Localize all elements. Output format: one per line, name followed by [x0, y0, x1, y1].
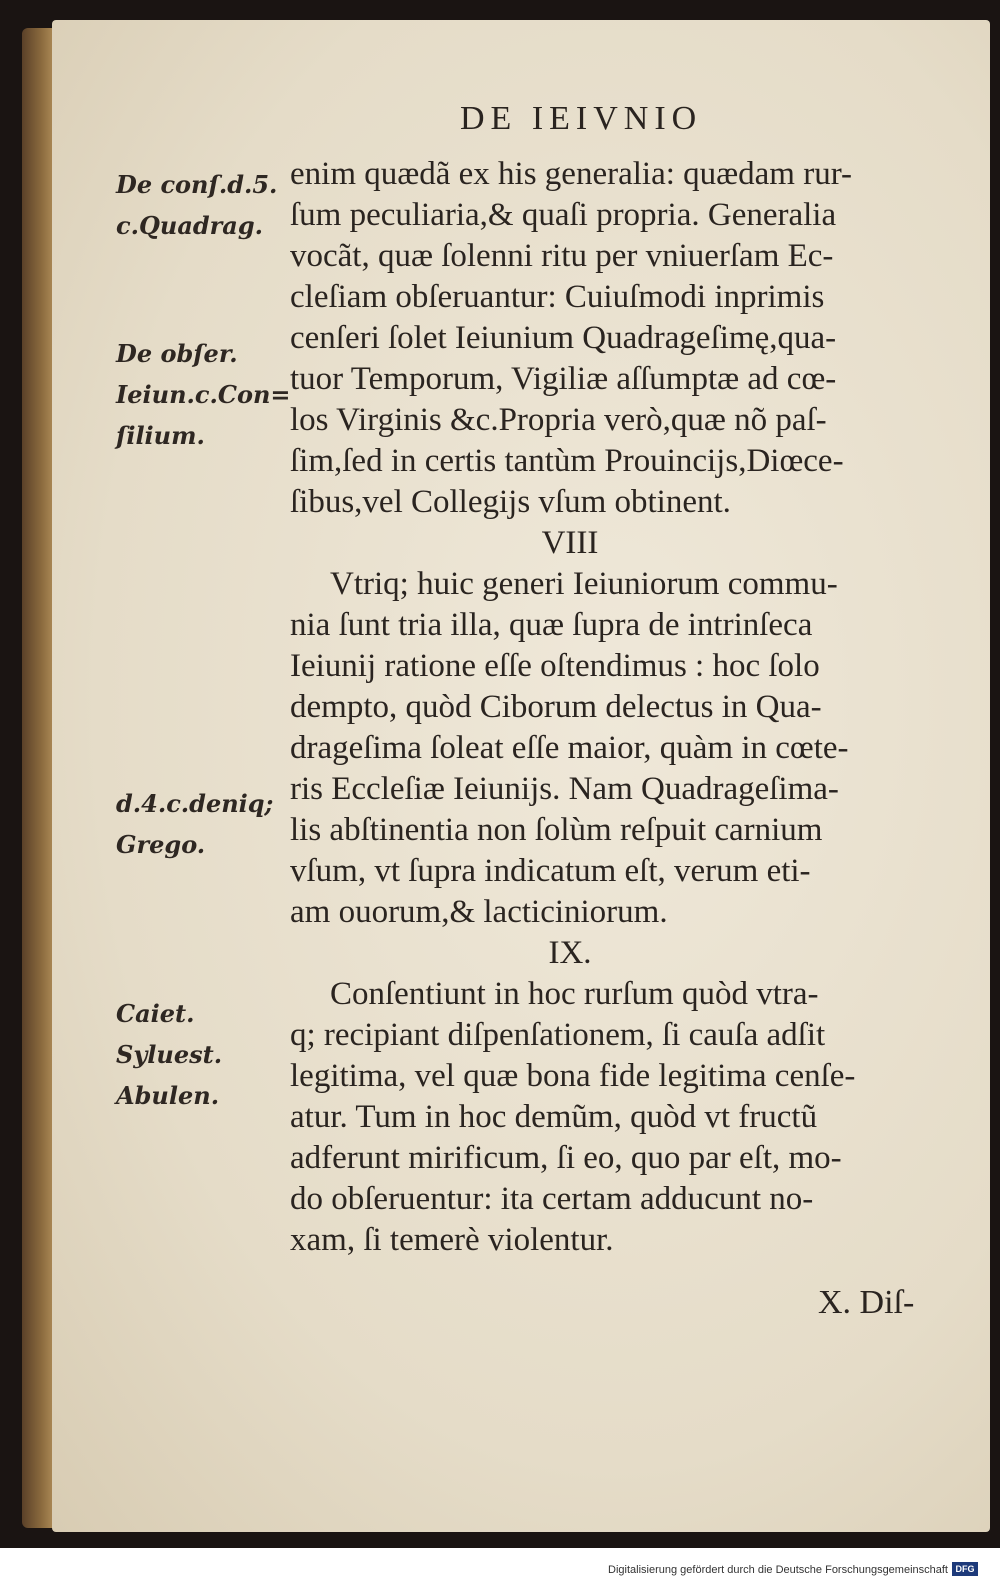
- text-line: xam, ſi temerè violentur.: [290, 1222, 614, 1258]
- marginal-note: Syluest.: [116, 1040, 223, 1069]
- marginal-note: Abulen.: [116, 1081, 220, 1110]
- catchword: X. Diſ-: [818, 1284, 915, 1321]
- marginal-note-group: [116, 993, 291, 1116]
- marginal-note-group: [116, 164, 291, 246]
- text-line: ſibus,vel Collegijs vſum obtinent.: [290, 484, 731, 520]
- text-line: legitima, vel quæ bona fide legitima cenſe-: [290, 1058, 856, 1094]
- marginal-note: Grego.: [116, 830, 206, 859]
- text-line: q; recipiant diſpenſationem, ſi cauſa adſit: [290, 1017, 826, 1053]
- text-line: drageſima ſoleat eſſe maior, quàm in cœte-: [290, 730, 849, 766]
- text-line: cenſeri ſolet Ieiunium Quadrageſimę,qua-: [290, 320, 837, 356]
- marginal-note-group: [116, 333, 291, 456]
- marginal-note: De obſer.: [116, 339, 238, 368]
- text-line: lis abſtinentia non ſolùm reſpuit carnium: [290, 812, 823, 848]
- running-head: DE IEIVNIO: [460, 100, 703, 137]
- marginal-note: Caiet.: [116, 999, 195, 1028]
- text-line: vocãt, quæ ſolenni ritu per vniuerſam Ec-: [290, 238, 834, 274]
- marginal-note: c.Quadrag.: [116, 211, 263, 240]
- section-number: IX.: [548, 935, 592, 971]
- text-line: ſim,ſed in certis tantùm Prouincijs,Diœce-: [290, 443, 844, 479]
- text-line: adferunt mirificum, ſi eo, quo par eſt, mo-: [290, 1140, 842, 1176]
- text-line: atur. Tum in hoc demũm, quòd vt fructũ: [290, 1099, 818, 1135]
- text-line: enim quædã ex his generalia: quædam rur-: [290, 156, 853, 192]
- text-line: am ouorum,& lacticiniorum.: [290, 894, 668, 930]
- text-line: cleſiam obſeruantur: Cuiuſmodi inprimis: [290, 279, 825, 315]
- text-line: ſum peculiaria,& quaſi propria. Generalia: [290, 197, 837, 233]
- text-line: Ieiunij ratione eſſe oſtendimus : hoc ſolo: [290, 648, 820, 684]
- text-line: do obſeruentur: ita certam adducunt no-: [290, 1181, 814, 1217]
- marginal-note: De conſ.d.5.: [116, 170, 278, 199]
- marginal-note: d.4.c.deniq;: [116, 789, 274, 818]
- body-text: [290, 154, 970, 1261]
- footer-bar: [0, 1548, 1000, 1593]
- funding-credit: Digitalisierung gefördert durch die Deutsche Forschungsgemeinschaft: [608, 1564, 948, 1576]
- text-line: Vtriq; huic generi Ieiuniorum commu-: [330, 566, 838, 602]
- text-line: vſum, vt ſupra indicatum eſt, verum eti-: [290, 853, 811, 889]
- marginal-note: ſilium.: [116, 421, 205, 450]
- marginal-note: Ieiun.c.Con=: [116, 380, 291, 409]
- text-line: Conſentiunt in hoc rurſum quòd vtra-: [330, 976, 819, 1012]
- text-line: tuor Temporum, Vigiliæ aſſumptæ ad cœ-: [290, 361, 837, 397]
- text-line: los Virginis &c.Propria verò,quæ nõ paſ-: [290, 402, 827, 438]
- text-line: ris Eccleſiæ Ieiunijs. Nam Quadrageſima-: [290, 771, 839, 807]
- text-line: dempto, quòd Ciborum delectus in Qua-: [290, 689, 822, 725]
- dfg-logo-icon: DFG: [952, 1562, 978, 1576]
- marginal-note-group: [116, 783, 291, 865]
- section-number: VIII: [541, 525, 599, 561]
- text-line: nia ſunt tria illa, quæ ſupra de intrinſeca: [290, 607, 813, 643]
